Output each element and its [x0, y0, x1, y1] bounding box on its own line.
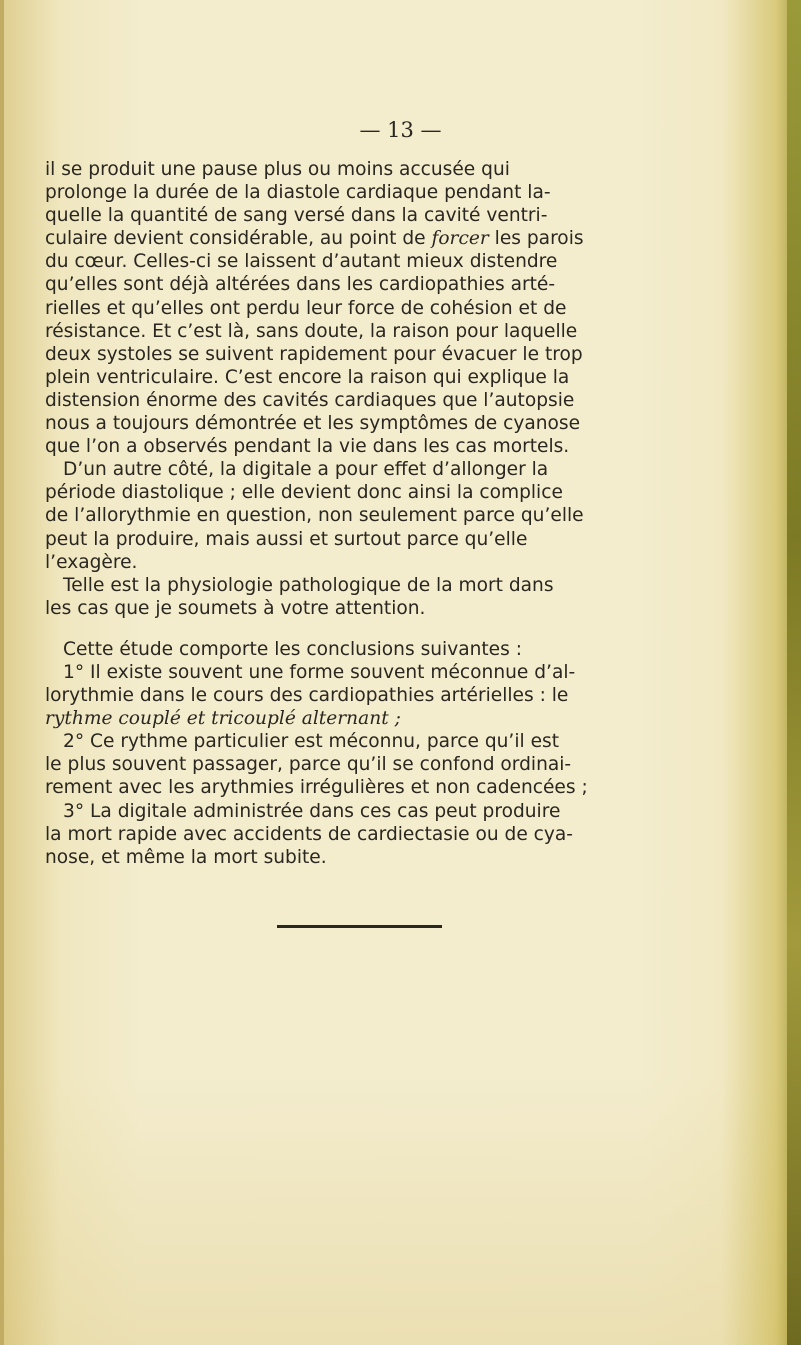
text-line [45, 227, 730, 250]
text-line: distension énorme des cavités cardiaques que l’autopsie [45, 389, 575, 411]
paragraph-2 [45, 458, 730, 573]
conclusion-2: 2° Ce rythme particulier est méconnu, parce qu’il est [63, 731, 560, 753]
text-line: résistance. Et c’est là, sans doute, la raison pour laquelle [45, 320, 578, 342]
italic-phrase: rythme couplé et tricouplé alternant ; [45, 708, 401, 730]
text-line: Telle est la physiologie pathologique de la mort dans [63, 574, 554, 596]
conclusion-1: 1° Il existe souvent une forme souvent méconnue d’al- [63, 661, 576, 683]
text-line: D’un autre côté, la digitale a pour effet d’allonger la [63, 459, 549, 481]
text-line: lorythmie dans le cours des cardiopathies artérielles : le [45, 685, 569, 707]
text-line: de l’allorythmie en question, non seulement parce qu’elle [45, 505, 584, 527]
end-rule [277, 925, 442, 928]
text-line [45, 707, 730, 730]
text-line: quelle la quantité de sang versé dans la cavité ventri- [45, 205, 548, 227]
paragraph-3 [45, 574, 730, 620]
text-segment: les parois [488, 228, 584, 250]
text-line: les cas que je soumets à votre attention. [45, 597, 426, 619]
text-line: Cette étude comporte les conclusions suivantes : [63, 638, 522, 660]
text-line: il se produit une pause plus ou moins accusée qui [45, 159, 510, 180]
paragraph-1 [45, 158, 730, 458]
text-line: rement avec les arythmies irrégulières et non cadencées ; [45, 777, 588, 799]
paragraph-gap [45, 620, 730, 638]
conclusion-3: 3° La digitale administrée dans ces cas peut produire [63, 800, 561, 822]
italic-word: forcer [431, 228, 489, 250]
conclusions [45, 638, 730, 869]
text-line: nose, et même la mort subite. [45, 846, 327, 868]
text-segment: culaire devient considérable, au point de [45, 228, 432, 250]
text-line: rielles et qu’elles ont perdu leur force de cohésion et de [45, 297, 567, 319]
text-line: du cœur. Celles-ci se laissent d’autant mieux distendre [45, 251, 558, 273]
text-line: la mort rapide avec accidents de cardiectasie ou de cya- [45, 823, 574, 845]
text-line: période diastolique ; elle devient donc ainsi la complice [45, 482, 563, 504]
page-number: — 13 — [359, 118, 442, 142]
text-line: plein ventriculaire. C’est encore la raison qui explique la [45, 366, 570, 388]
text-line: que l’on a observés pendant la vie dans les cas mortels. [45, 436, 570, 458]
text-line: qu’elles sont déjà altérées dans les cardiopathies arté- [45, 274, 556, 296]
page-right-edge [787, 0, 801, 1345]
text-line: nous a toujours démontrée et les symptômes de cyanose [45, 413, 581, 435]
text-line: le plus souvent passager, parce qu’il se confond ordinai- [45, 754, 572, 776]
text-line: peut la produire, mais aussi et surtout parce qu’elle [45, 528, 528, 550]
text-line: deux systoles se suivent rapidement pour évacuer le trop [45, 343, 583, 365]
text-line: prolonge la durée de la diastole cardiaque pendant la- [45, 182, 551, 204]
text-line: l’exagère. [45, 551, 138, 573]
body-text [45, 158, 730, 869]
page-left-edge [0, 0, 4, 1345]
